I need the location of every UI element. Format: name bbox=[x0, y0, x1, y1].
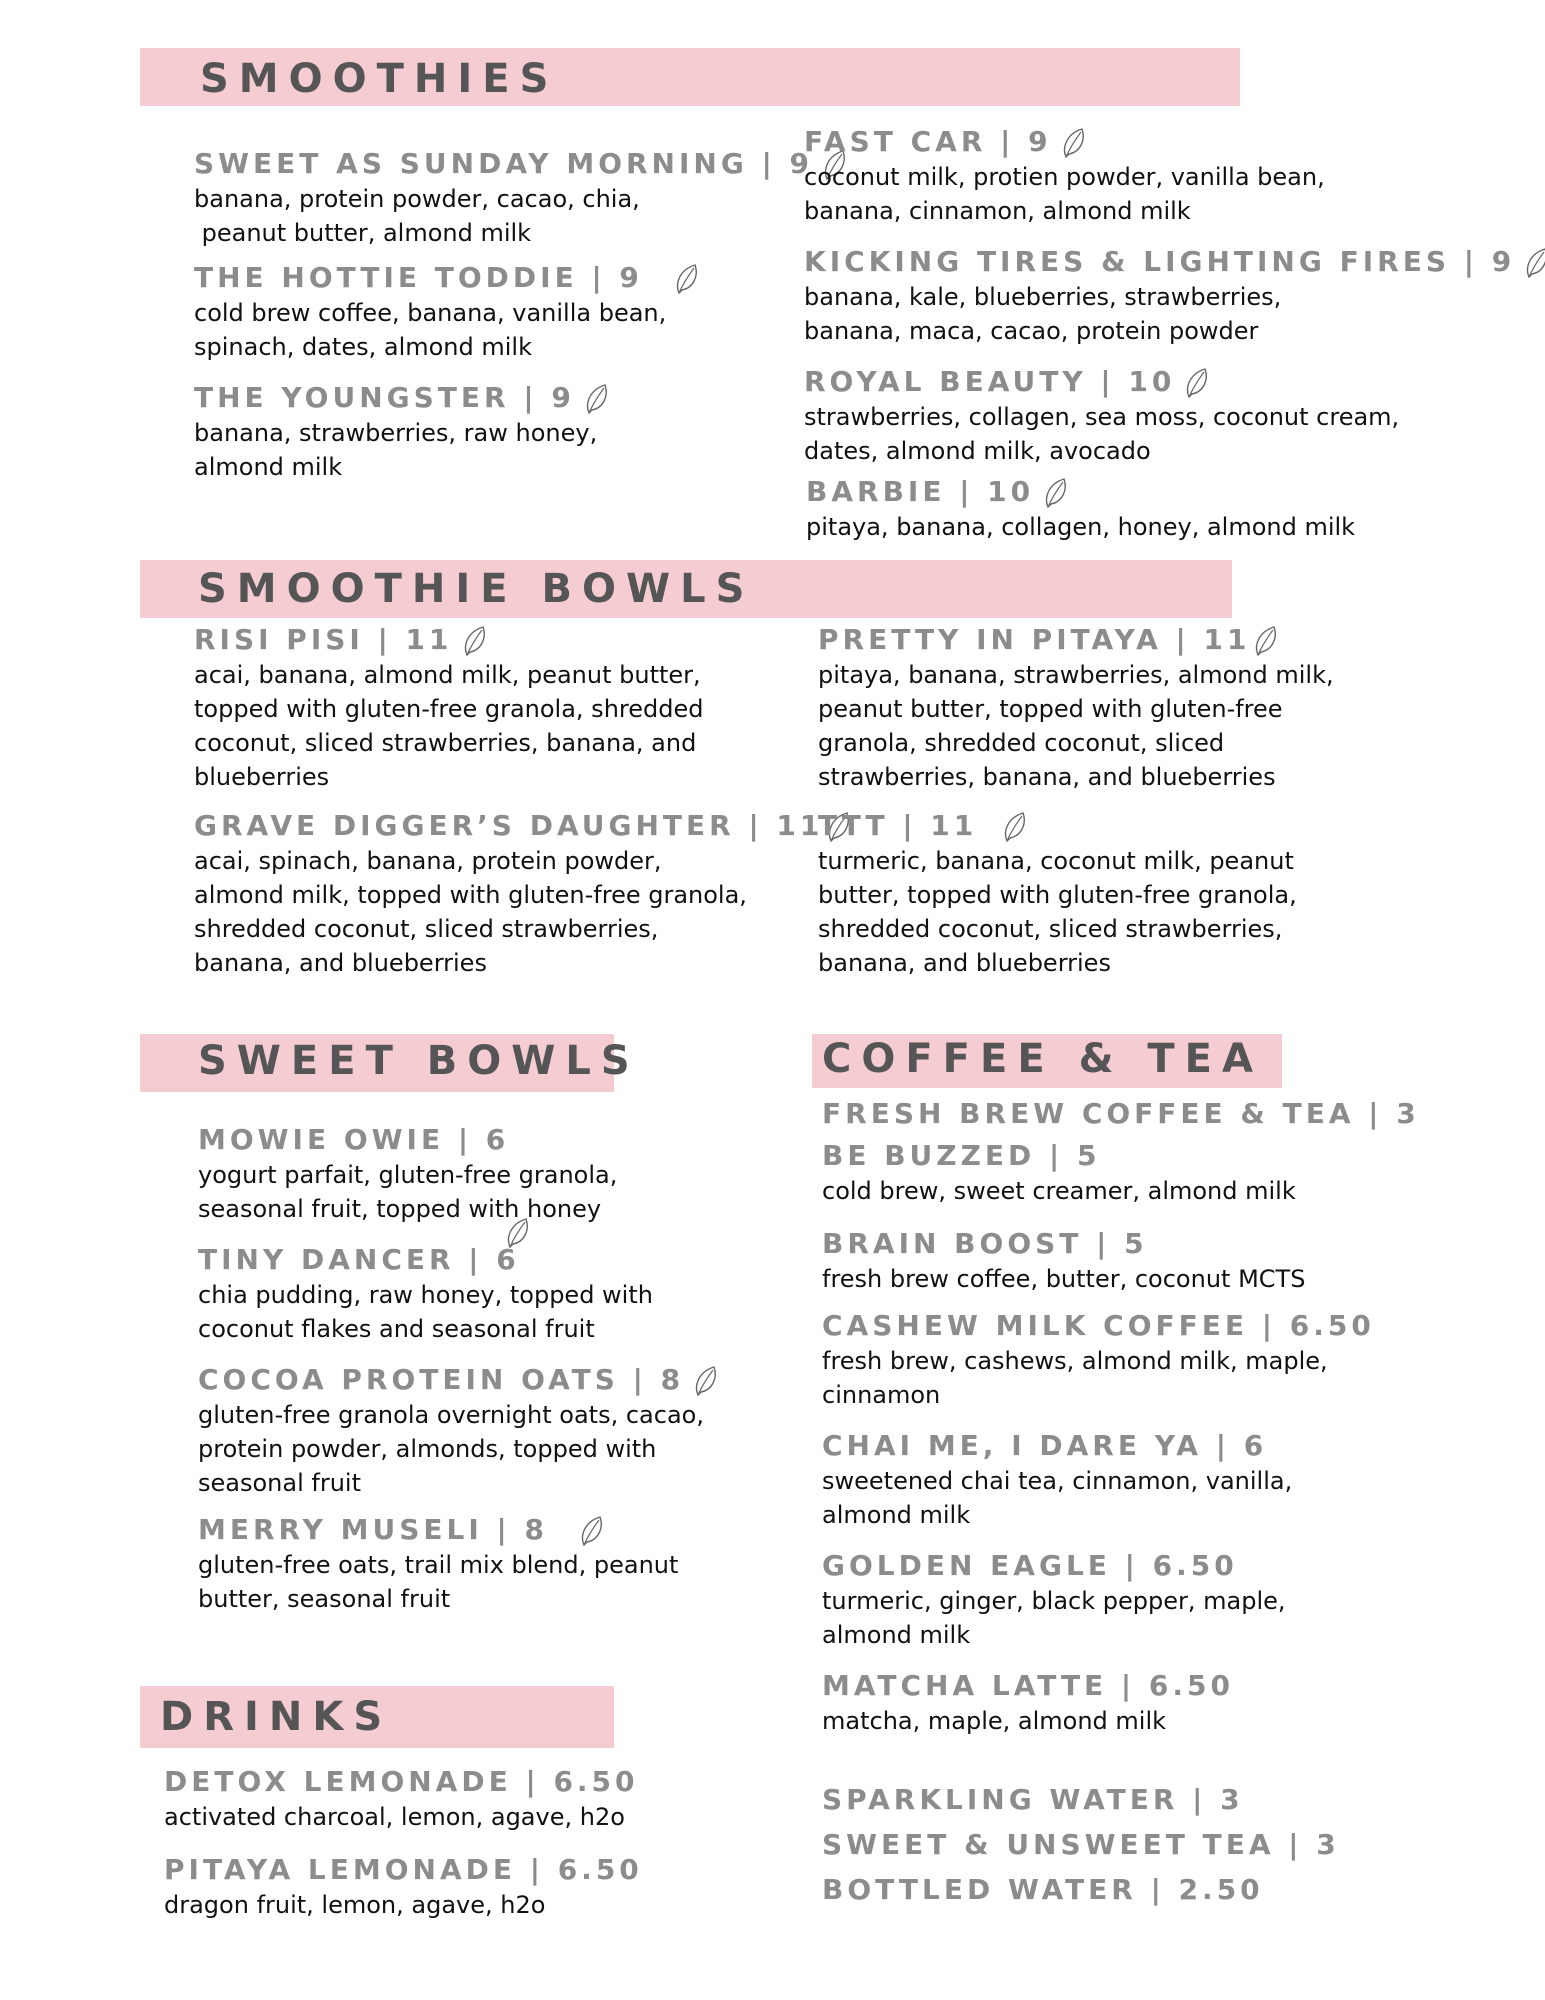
item-name: COCOA PROTEIN OATS | 8 bbox=[198, 1362, 720, 1398]
menu-item bbox=[818, 622, 1334, 794]
item-name: PRETTY IN PITAYA | 11 bbox=[818, 622, 1334, 658]
item-name: THE HOTTIE TODDIE | 9 bbox=[194, 260, 701, 296]
item-desc: banana, and blueberries bbox=[194, 949, 487, 977]
item-name: RISI PISI | 11 bbox=[194, 622, 703, 658]
item-desc: banana, and blueberries bbox=[818, 949, 1111, 977]
item-name: THE YOUNGSTER | 9 bbox=[194, 380, 611, 416]
item-desc: pitaya, banana, strawberries, almond milk, bbox=[818, 661, 1334, 689]
item-name: FAST CAR | 9 bbox=[804, 124, 1325, 160]
item-name: BOTTLED WATER | 2.50 bbox=[822, 1873, 1264, 1906]
item-desc: turmeric, ginger, black pepper, maple, bbox=[822, 1587, 1286, 1615]
menu-item bbox=[822, 1872, 1264, 1908]
item-desc: granola, shredded coconut, sliced bbox=[818, 729, 1225, 757]
item-desc: seasonal fruit, topped with honey bbox=[198, 1195, 602, 1223]
menu-item bbox=[198, 1512, 678, 1616]
menu-item bbox=[822, 1428, 1292, 1532]
menu-item bbox=[198, 1362, 720, 1500]
section-title-smoothies: SMOOTHIES bbox=[200, 56, 559, 102]
item-desc: blueberries bbox=[194, 763, 330, 791]
item-desc: strawberries, collagen, sea moss, coconut cream, bbox=[804, 403, 1400, 431]
item-desc: sweetened chai tea, cinnamon, vanilla, bbox=[822, 1467, 1293, 1495]
item-name: TTT | 11 bbox=[818, 808, 1297, 844]
item-desc: butter, topped with gluten-free granola, bbox=[818, 881, 1297, 909]
item-name: SWEET AS SUNDAY MORNING | 9 bbox=[194, 146, 849, 182]
item-name: FRESH BREW COFFEE & TEA | 3 bbox=[822, 1097, 1420, 1130]
item-name: DETOX LEMONADE | 6.50 bbox=[164, 1765, 639, 1798]
item-name: KICKING TIRES & LIGHTING FIRES | 9 bbox=[804, 244, 1545, 280]
menu-item bbox=[818, 808, 1297, 980]
section-title-smoothie-bowls: SMOOTHIE BOWLS bbox=[198, 566, 755, 612]
item-desc: coconut flakes and seasonal fruit bbox=[198, 1315, 595, 1343]
menu-item bbox=[804, 244, 1545, 348]
leaf-icon bbox=[1523, 246, 1545, 280]
item-desc: banana, kale, blueberries, strawberries, bbox=[804, 283, 1282, 311]
leaf-icon bbox=[578, 1514, 606, 1548]
item-name: MERRY MUSELI | 8 bbox=[198, 1512, 678, 1548]
menu-item bbox=[806, 474, 1355, 544]
menu-item bbox=[194, 808, 853, 980]
menu-item bbox=[198, 1122, 617, 1226]
leaf-icon bbox=[583, 382, 611, 416]
item-name: GOLDEN EAGLE | 6.50 bbox=[822, 1549, 1238, 1582]
item-desc: banana, protein powder, cacao, chia, bbox=[194, 185, 640, 213]
menu-item bbox=[198, 1242, 653, 1346]
item-name: MOWIE OWIE | 6 bbox=[198, 1123, 510, 1156]
item-desc: cold brew coffee, banana, vanilla bean, bbox=[194, 299, 667, 327]
item-desc: topped with gluten-free granola, shredded bbox=[194, 695, 704, 723]
leaf-icon bbox=[673, 262, 701, 296]
item-desc: turmeric, banana, coconut milk, peanut bbox=[818, 847, 1294, 875]
item-name: CASHEW MILK COFFEE | 6.50 bbox=[822, 1309, 1375, 1342]
item-desc: coconut milk, protien powder, vanilla bean, bbox=[804, 163, 1325, 191]
menu-item bbox=[164, 1764, 639, 1834]
item-desc: peanut butter, topped with gluten-free bbox=[818, 695, 1283, 723]
item-name: TINY DANCER | 6 bbox=[198, 1243, 520, 1276]
leaf-icon bbox=[1252, 624, 1280, 658]
item-desc: cold brew, sweet creamer, almond milk bbox=[822, 1177, 1296, 1205]
item-desc: acai, spinach, banana, protein powder, bbox=[194, 847, 662, 875]
menu-item bbox=[804, 124, 1325, 228]
item-name: ROYAL BEAUTY | 10 bbox=[804, 364, 1399, 400]
item-desc: matcha, maple, almond milk bbox=[822, 1707, 1167, 1735]
item-desc: chia pudding, raw honey, topped with bbox=[198, 1281, 653, 1309]
item-desc: banana, maca, cacao, protein powder bbox=[804, 317, 1259, 345]
item-desc: spinach, dates, almond milk bbox=[194, 333, 532, 361]
item-desc: peanut butter, almond milk bbox=[194, 219, 532, 247]
item-desc: fresh brew coffee, butter, coconut MCTS bbox=[822, 1265, 1306, 1293]
item-desc: gluten-free oats, trail mix blend, peanut bbox=[198, 1551, 679, 1579]
menu-item bbox=[822, 1226, 1305, 1296]
leaf-icon bbox=[1060, 126, 1088, 160]
menu-item bbox=[822, 1827, 1340, 1863]
leaf-icon bbox=[1042, 476, 1070, 510]
leaf-icon bbox=[1001, 810, 1029, 844]
leaf-icon bbox=[461, 624, 489, 658]
item-desc: almond milk bbox=[822, 1501, 971, 1529]
item-name: SWEET & UNSWEET TEA | 3 bbox=[822, 1828, 1340, 1861]
item-desc: almond milk, topped with gluten-free granola, bbox=[194, 881, 747, 909]
item-desc: coconut, sliced strawberries, banana, and bbox=[194, 729, 697, 757]
item-name: GRAVE DIGGER’S DAUGHTER | 11 bbox=[194, 808, 853, 844]
item-desc: strawberries, banana, and blueberries bbox=[818, 763, 1276, 791]
menu-item bbox=[164, 1852, 643, 1922]
menu-item bbox=[822, 1138, 1296, 1208]
menu-item bbox=[194, 260, 701, 364]
item-desc: acai, banana, almond milk, peanut butter, bbox=[194, 661, 701, 689]
item-desc: banana, cinnamon, almond milk bbox=[804, 197, 1191, 225]
item-name: SPARKLING WATER | 3 bbox=[822, 1783, 1244, 1816]
item-desc: banana, strawberries, raw honey, bbox=[194, 419, 598, 447]
item-desc: protein powder, almonds, topped with bbox=[198, 1435, 657, 1463]
item-desc: shredded coconut, sliced strawberries, bbox=[194, 915, 659, 943]
section-title-sweet-bowls: SWEET BOWLS bbox=[198, 1038, 640, 1084]
item-desc: cinnamon bbox=[822, 1381, 941, 1409]
item-name: BRAIN BOOST | 5 bbox=[822, 1227, 1148, 1260]
item-desc: almond milk bbox=[194, 453, 343, 481]
item-desc: butter, seasonal fruit bbox=[198, 1585, 451, 1613]
item-name: BE BUZZED | 5 bbox=[822, 1139, 1101, 1172]
menu-item bbox=[822, 1096, 1420, 1132]
menu-item bbox=[194, 146, 849, 250]
leaf-icon bbox=[1183, 366, 1211, 400]
item-name: BARBIE | 10 bbox=[806, 474, 1355, 510]
item-desc: pitaya, banana, collagen, honey, almond milk bbox=[806, 513, 1356, 541]
item-desc: dates, almond milk, avocado bbox=[804, 437, 1151, 465]
item-name: CHAI ME, I DARE YA | 6 bbox=[822, 1429, 1268, 1462]
item-name: PITAYA LEMONADE | 6.50 bbox=[164, 1853, 643, 1886]
section-title-drinks: DRINKS bbox=[160, 1694, 393, 1740]
menu-item bbox=[804, 364, 1399, 468]
menu-item bbox=[194, 622, 703, 794]
item-desc: activated charcoal, lemon, agave, h2o bbox=[164, 1803, 625, 1831]
menu-item bbox=[194, 380, 611, 484]
item-desc: fresh brew, cashews, almond milk, maple, bbox=[822, 1347, 1328, 1375]
section-title-coffee-tea: COFFEE & TEA bbox=[822, 1036, 1263, 1082]
item-desc: seasonal fruit bbox=[198, 1469, 361, 1497]
item-desc: dragon fruit, lemon, agave, h2o bbox=[164, 1891, 546, 1919]
menu-item bbox=[822, 1782, 1244, 1818]
menu-item bbox=[822, 1548, 1286, 1652]
item-desc: yogurt parfait, gluten-free granola, bbox=[198, 1161, 618, 1189]
item-name: MATCHA LATTE | 6.50 bbox=[822, 1669, 1234, 1702]
menu-item bbox=[822, 1308, 1375, 1412]
item-desc: almond milk bbox=[822, 1621, 971, 1649]
menu-item bbox=[822, 1668, 1234, 1738]
item-desc: shredded coconut, sliced strawberries, bbox=[818, 915, 1283, 943]
item-desc: gluten-free granola overnight oats, cacao, bbox=[198, 1401, 704, 1429]
leaf-icon bbox=[692, 1364, 720, 1398]
